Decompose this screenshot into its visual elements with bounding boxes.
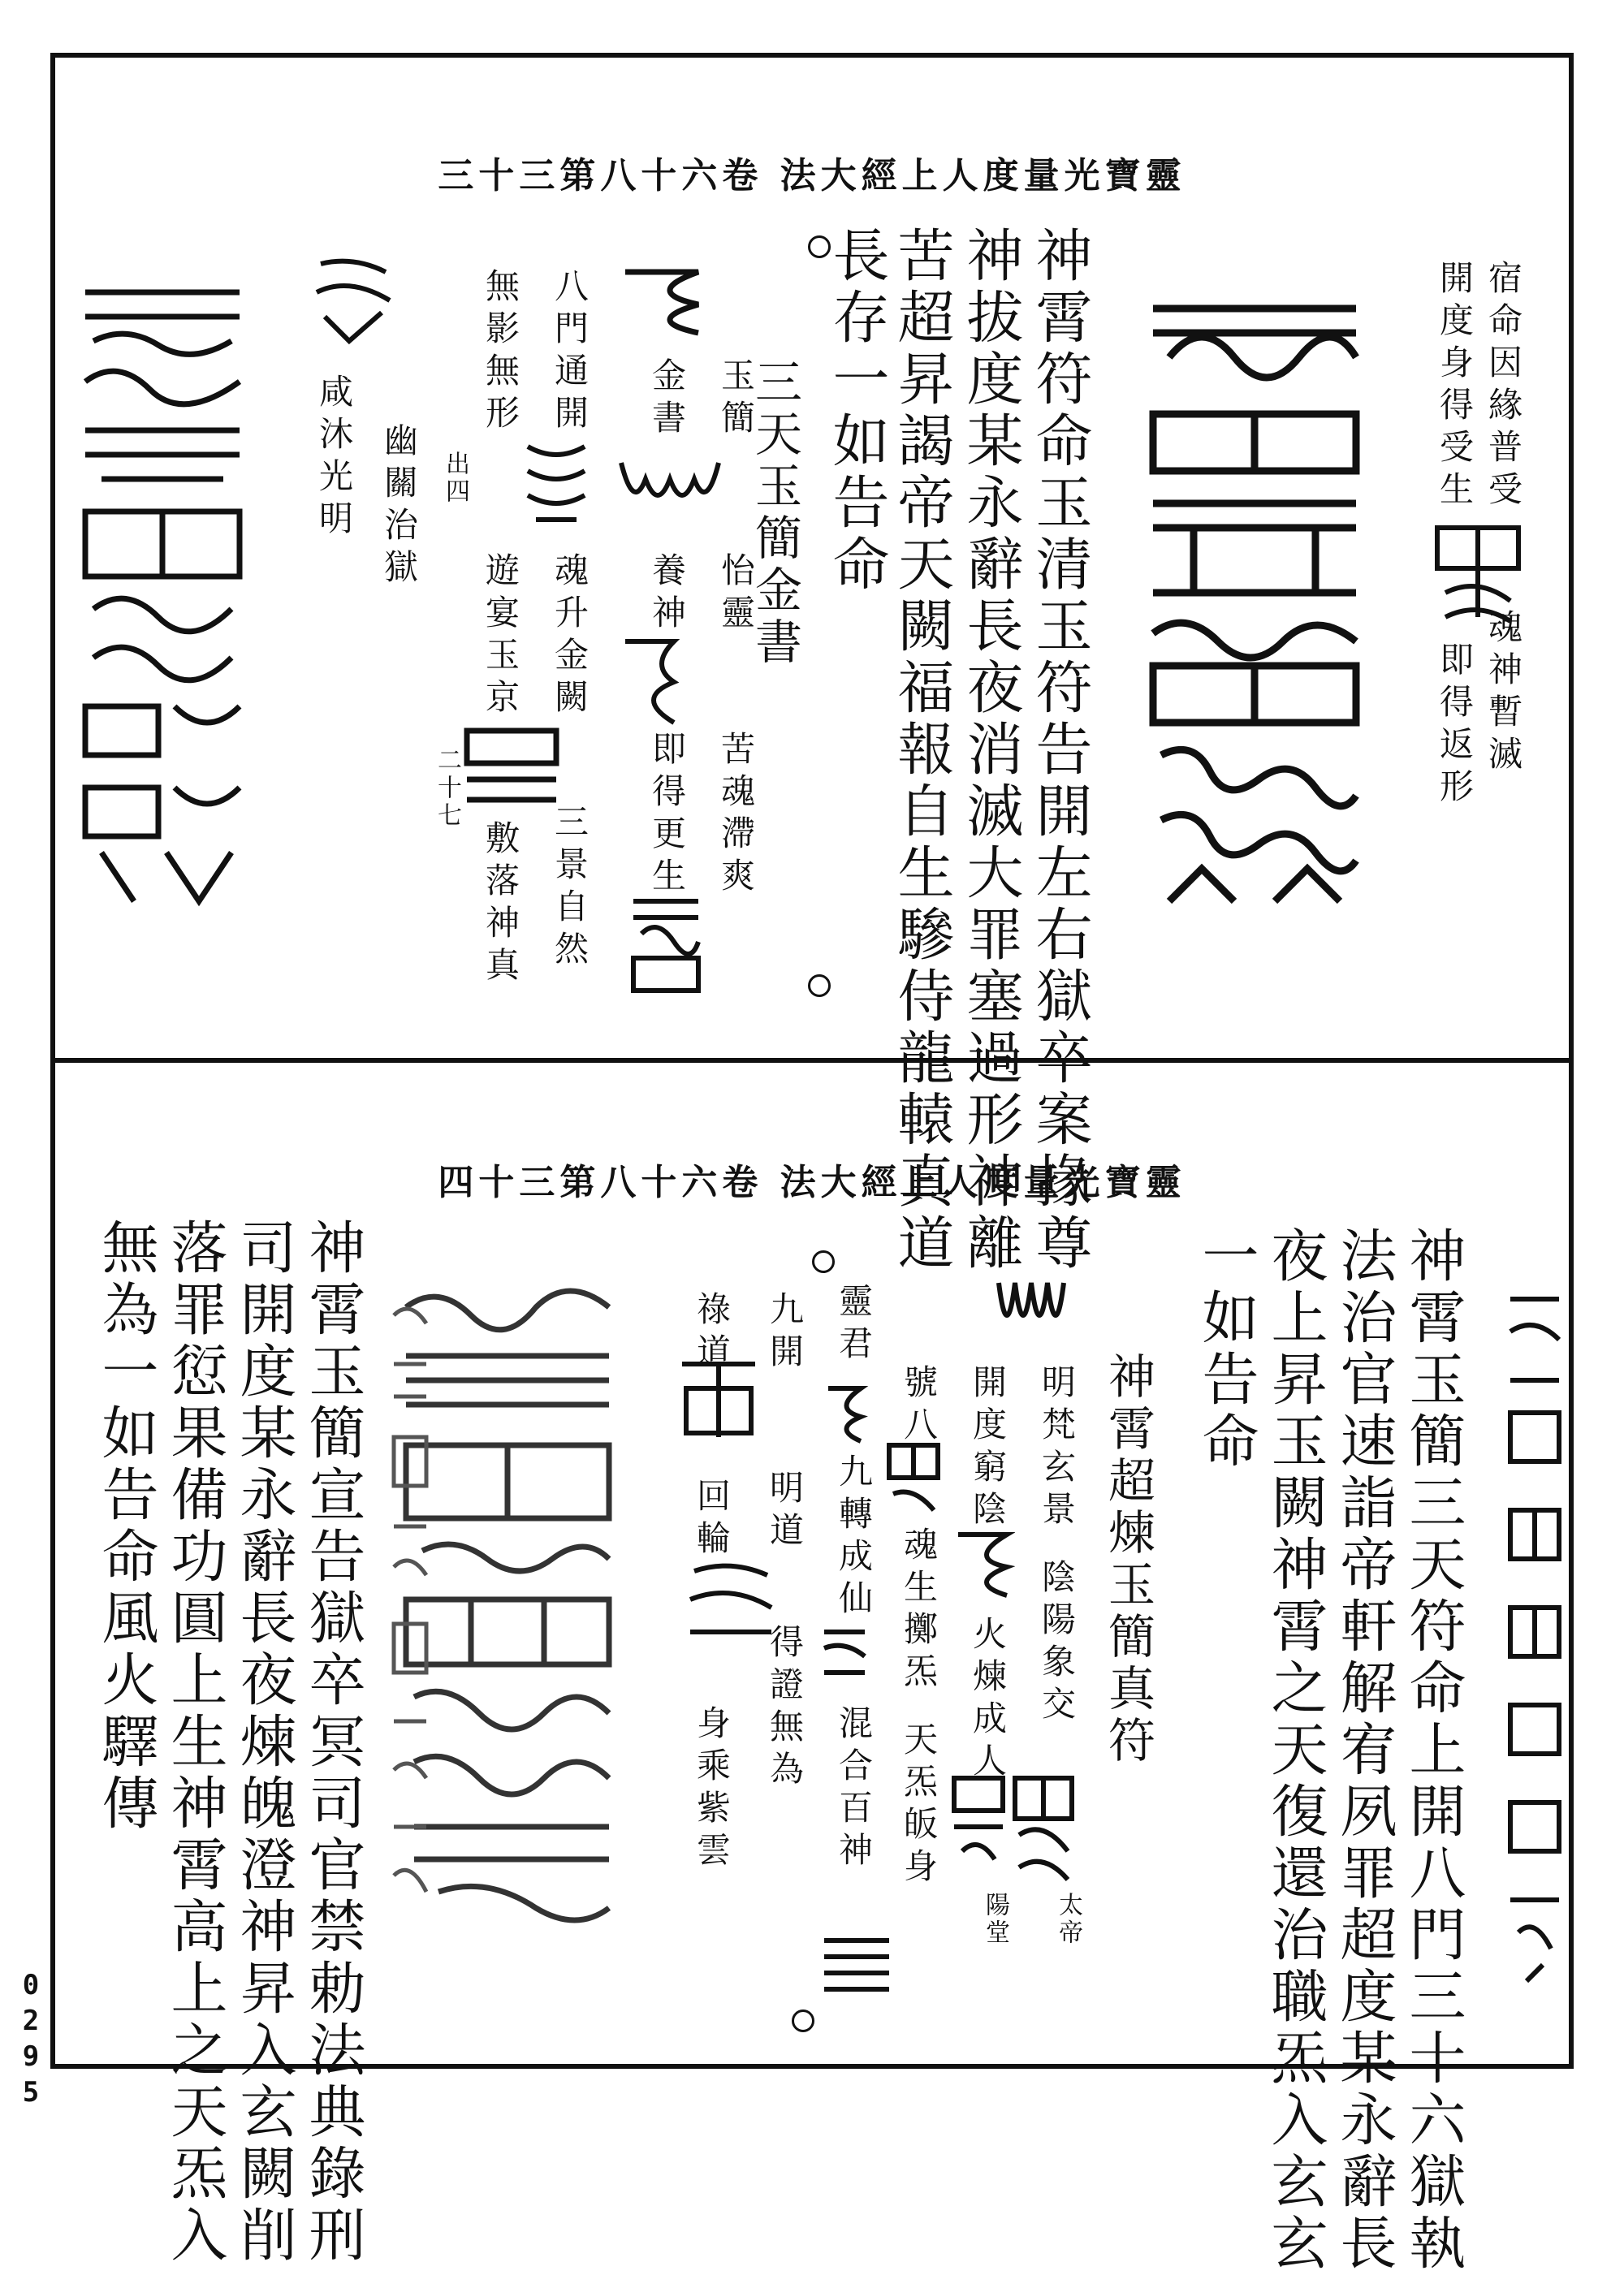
talisman-fu (386, 1299, 434, 1916)
talisman-glyph (820, 1380, 869, 1445)
talisman-glyph (881, 1437, 946, 1518)
talisman-glyph (459, 723, 564, 812)
top-text-column: 苦魂滯爽 (716, 731, 756, 900)
bottom-running-header: 四十三第八十六卷 法大經上人度量光寶靈 (438, 1162, 1186, 1203)
talisman-glyph (946, 1770, 1011, 1867)
talisman-glyph (309, 252, 398, 349)
top-text-column: 長存一如告命 (823, 226, 890, 596)
top-text-column: 宿命因緣普受 (1484, 260, 1523, 513)
top-text-column: 金書 (647, 357, 687, 442)
talisman-glyph (682, 1559, 780, 1656)
talisman-glyph (625, 893, 706, 999)
top-text-column: 遊宴玉京 (481, 552, 520, 721)
top-text-column: 幽關治獄 (379, 422, 419, 591)
bottom-text-column-heading: 神霄超煉玉簡真符 (1100, 1352, 1155, 1768)
top-text-column: 魂神暫滅 (1484, 609, 1523, 778)
bottom-text-column: 落罪愆果備功圓上生神霄高上之天炁入 (162, 1218, 228, 2267)
top-text-column: 苦超昇謁帝天闕福報自生驂侍龍轅真道 (888, 226, 955, 1275)
bottom-text-column: 九轉成仙 (834, 1453, 874, 1622)
top-text-column: 神霄符命玉清玉符告開左右獄卒案掾尊 (1026, 226, 1093, 1275)
top-text-column: 怡靈 (716, 552, 756, 637)
bottom-text-column: 身乘紫雲 (692, 1705, 732, 1874)
bottom-text-column: 明梵玄景 (1037, 1364, 1077, 1533)
top-text-column: 魂升金闕 (550, 552, 590, 721)
top-text-column: 即得更生 (647, 731, 687, 900)
top-text-column: 即得返形 (1435, 641, 1475, 810)
panel-divider (50, 1058, 1574, 1063)
top-text-column: 玉簡 (716, 357, 756, 442)
bottom-text-column: 混合百神 (834, 1705, 874, 1874)
small-marginal-mark: 二十七 (433, 747, 461, 830)
bottom-text-column: 魂生擲炁 (899, 1526, 939, 1695)
circle-marker (808, 974, 831, 997)
bottom-text-column: 祿道 (692, 1291, 732, 1375)
talisman-fu (77, 268, 248, 909)
bottom-text-column: 神霄玉簡三天符命上開八門三十六獄執 (1400, 1226, 1466, 2275)
bottom-text-column: 法治官速詣帝軒解宥夙罪超度某永辭長 (1331, 1226, 1397, 2275)
talisman-glyph (617, 633, 682, 731)
small-marginal-mark: 出四 (441, 451, 469, 506)
bottom-text-column: 一如告命 (1193, 1226, 1259, 1473)
bottom-text-column: 九開 (765, 1291, 805, 1375)
talisman-glyph (520, 438, 593, 528)
talisman-glyph (991, 1275, 1072, 1356)
bottom-text-column: 陽堂 (981, 1892, 1009, 1947)
talisman-glyph (950, 1526, 1015, 1599)
top-text-column: 咸沐光明 (314, 373, 354, 542)
bottom-text-column: 天炁皈身 (899, 1721, 939, 1890)
top-text-column: 敷落神真 (481, 820, 520, 989)
bottom-text-column: 得證無為 (765, 1624, 805, 1793)
talisman-glyph (617, 455, 723, 520)
bottom-text-column: 夜上昇玉闕神霄之天復還治職炁入玄玄 (1262, 1226, 1328, 2275)
top-text-column: 八門通開 (550, 268, 590, 437)
circle-marker (808, 235, 831, 258)
bottom-text-column: 靈君 (834, 1283, 874, 1367)
talisman-glyph (617, 260, 706, 341)
top-text-column-heading: 三天玉簡金書 (747, 357, 802, 669)
bottom-text-column: 司開度某永辭長夜煉魄澄神昇入玄闕削 (231, 1218, 297, 2267)
top-text-column: 無影無形 (481, 268, 520, 437)
top-text-column: 神拔度某永辭長夜消滅大罪塞過形神離 (957, 226, 1024, 1275)
circle-marker (792, 2010, 814, 2032)
bottom-text-column: 火煉成人 (968, 1616, 1008, 1785)
bottom-text-column: 號八 (899, 1364, 939, 1448)
talisman-glyph (1007, 1770, 1080, 1884)
talisman-fu (1502, 1283, 1567, 1997)
top-text-column: 養神 (647, 552, 687, 637)
bottom-text-column: 開度窮陰 (968, 1364, 1008, 1533)
circle-marker (812, 1250, 835, 1273)
bottom-text-column: 陰陽象交 (1037, 1559, 1077, 1728)
bottom-text-column: 無為一如告命風火驛傳 (93, 1218, 159, 1835)
top-running-header: 三十三第八十六卷 法大經上人度量光寶靈 (438, 155, 1186, 196)
bottom-text-column: 神霄玉簡宣告獄卒冥司官禁勅法典錄刑 (300, 1218, 366, 2267)
page-number: 0295 (15, 1969, 47, 2112)
talisman-glyph (816, 1932, 897, 2005)
talisman-glyph (816, 1624, 873, 1689)
top-text-column: 三景自然 (550, 804, 590, 973)
bottom-text-column: 回輪 (692, 1478, 732, 1562)
bottom-text-column: 明道 (765, 1470, 805, 1554)
talisman-fu (1137, 284, 1372, 917)
bottom-text-column: 太帝 (1054, 1892, 1082, 1947)
top-text-column: 開度身得受生 (1435, 260, 1475, 513)
